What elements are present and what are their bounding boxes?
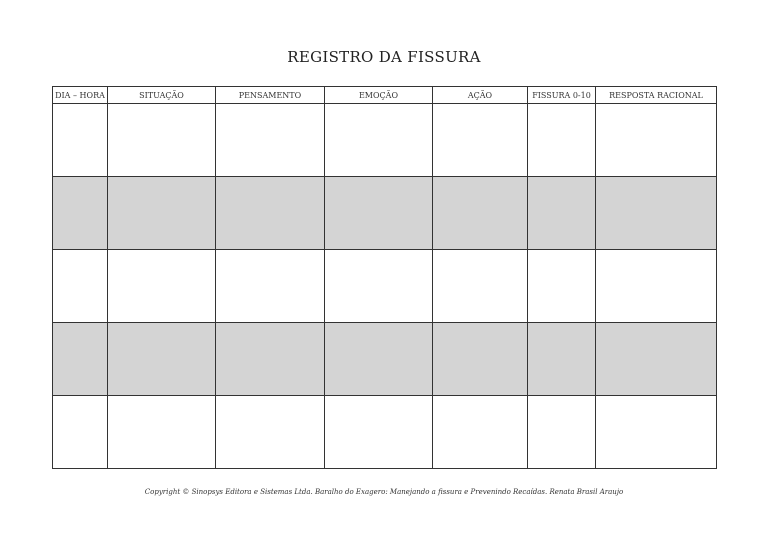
table-cell-pensamento[interactable] <box>216 250 325 323</box>
table-cell-acao[interactable] <box>433 396 528 469</box>
document-title: REGISTRO DA FISSURA <box>287 48 481 66</box>
table-cell-emocao[interactable] <box>325 396 433 469</box>
table-cell-fissura[interactable] <box>528 323 596 396</box>
copyright-footer: Copyright © Sinopsys Editora e Sistemas Ltda. Baralho do Exagero: Manejando a fissura e Prevenindo Recaídas. Renata Brasil Araujo <box>144 488 624 496</box>
table-cell-fissura[interactable] <box>528 104 596 177</box>
table-cell-dia-hora[interactable] <box>53 177 108 250</box>
table-cell-fissura[interactable] <box>528 177 596 250</box>
table-cell-resposta-racional[interactable] <box>596 104 717 177</box>
table-cell-resposta-racional[interactable] <box>596 323 717 396</box>
table-cell-emocao[interactable] <box>325 177 433 250</box>
column-header-resposta-racional: RESPOSTA RACIONAL <box>596 87 717 104</box>
table-cell-pensamento[interactable] <box>216 104 325 177</box>
table-cell-resposta-racional[interactable] <box>596 396 717 469</box>
table-cell-fissura[interactable] <box>528 396 596 469</box>
column-header-fissura: FISSURA 0-10 <box>528 87 596 104</box>
table-cell-dia-hora[interactable] <box>53 104 108 177</box>
table-cell-situacao[interactable] <box>108 177 216 250</box>
table-cell-fissura[interactable] <box>528 250 596 323</box>
column-header-situacao: SITUAÇÃO <box>108 87 216 104</box>
table-cell-situacao[interactable] <box>108 396 216 469</box>
record-table <box>52 86 717 469</box>
column-header-dia-hora: DIA – HORA <box>53 87 108 104</box>
table-cell-acao[interactable] <box>433 250 528 323</box>
table-cell-pensamento[interactable] <box>216 177 325 250</box>
table-cell-situacao[interactable] <box>108 104 216 177</box>
table-row <box>53 396 717 469</box>
table-cell-resposta-racional[interactable] <box>596 177 717 250</box>
table-cell-resposta-racional[interactable] <box>596 250 717 323</box>
table-cell-emocao[interactable] <box>325 104 433 177</box>
column-header-emocao: EMOÇÃO <box>325 87 433 104</box>
table-cell-pensamento[interactable] <box>216 323 325 396</box>
table-row <box>53 104 717 177</box>
table-cell-emocao[interactable] <box>325 323 433 396</box>
table-header-row <box>53 87 717 104</box>
table-cell-dia-hora[interactable] <box>53 323 108 396</box>
table-cell-pensamento[interactable] <box>216 396 325 469</box>
table-body <box>53 104 717 469</box>
table-cell-situacao[interactable] <box>108 250 216 323</box>
table-row <box>53 250 717 323</box>
table-cell-acao[interactable] <box>433 177 528 250</box>
table-row <box>53 177 717 250</box>
column-header-pensamento: PENSAMENTO <box>216 87 325 104</box>
column-header-acao: AÇÃO <box>433 87 528 104</box>
table-row <box>53 323 717 396</box>
table-cell-emocao[interactable] <box>325 250 433 323</box>
table-cell-dia-hora[interactable] <box>53 250 108 323</box>
table-cell-acao[interactable] <box>433 323 528 396</box>
table-cell-dia-hora[interactable] <box>53 396 108 469</box>
table-cell-acao[interactable] <box>433 104 528 177</box>
table-cell-situacao[interactable] <box>108 323 216 396</box>
